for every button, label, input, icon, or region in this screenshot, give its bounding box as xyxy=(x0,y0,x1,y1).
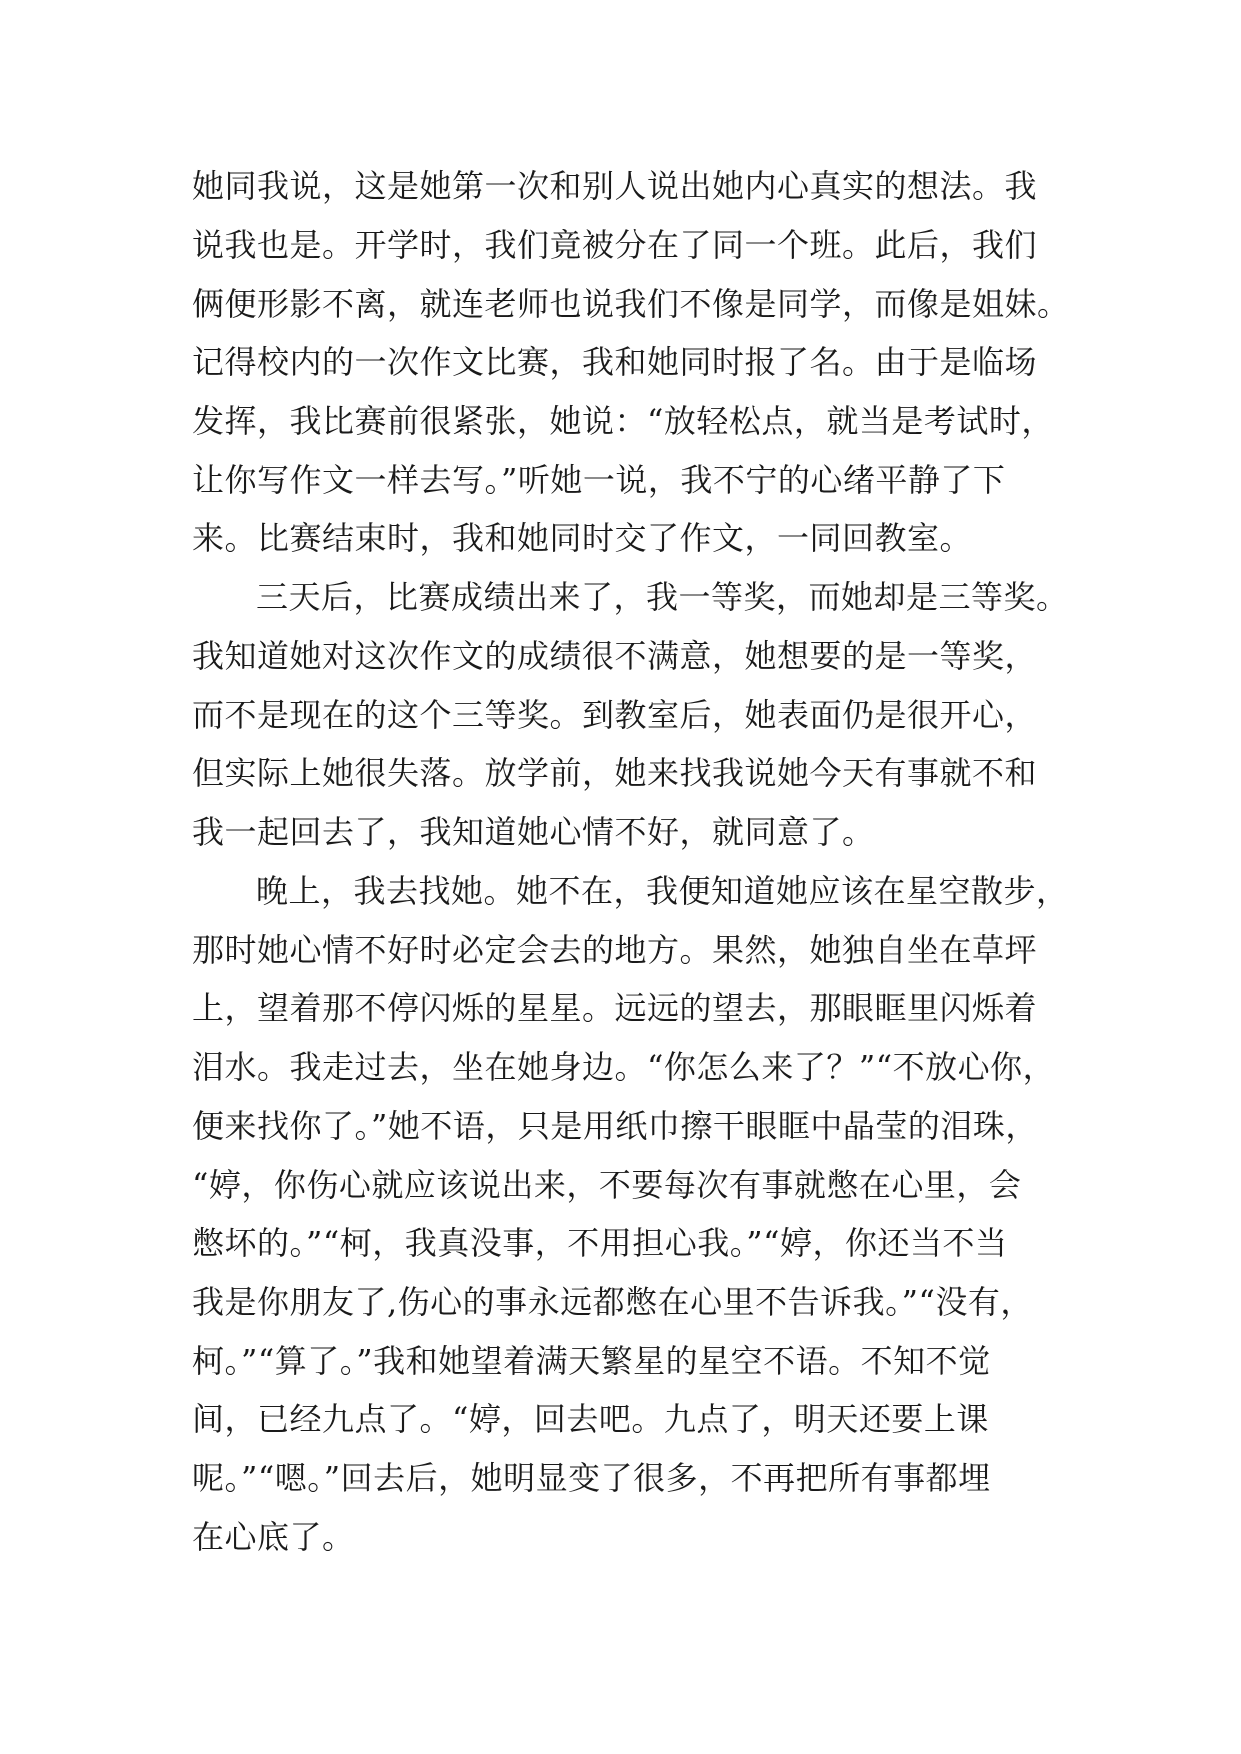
paragraph-3-line-5: 便来找你了。”她不语，只是用纸巾擦干眼眶中晶莹的泪珠， xyxy=(192,1107,1038,1145)
paragraph-3-line-8: 我是你朋友了,伤心的事永远都憋在心里不告诉我。”“没有， xyxy=(192,1283,1033,1321)
paragraph-3-line-7: 憋坏的。”“柯，我真没事，不用担心我。”“婷，你还当不当 xyxy=(192,1224,1008,1262)
paragraph-3-line-12: 在心底了。 xyxy=(192,1518,355,1556)
paragraph-2-line-5: 我一起回去了，我知道她心情不好，就同意了。 xyxy=(192,813,875,851)
paragraph-3-line-2: 那时她心情不好时必定会去的地方。果然，她独自坐在草坪 xyxy=(192,931,1038,969)
paragraph-2-line-2: 我知道她对这次作文的成绩很不满意，她想要的是一等奖， xyxy=(192,637,1038,675)
paragraph-1-line-6: 让你写作文一样去写。”听她一说，我不宁的心绪平静了下 xyxy=(192,461,1006,499)
paragraph-3-line-10: 间，已经九点了。“婷，回去吧。九点了，明天还要上课 xyxy=(192,1400,989,1438)
paragraph-3-line-4: 泪水。我走过去，坐在她身边。“你怎么来了？”“不放心你， xyxy=(192,1048,1056,1086)
paragraph-3-line-3: 上，望着那不停闪烁的星星。远远的望去，那眼眶里闪烁着 xyxy=(192,989,1038,1027)
paragraph-3-line-6: “婷，你伤心就应该说出来，不要每次有事就憋在心里，会 xyxy=(192,1166,1022,1204)
paragraph-2-line-3: 而不是现在的这个三等奖。到教室后，她表面仍是很开心， xyxy=(192,696,1038,734)
paragraph-1-line-2: 说我也是。开学时，我们竟被分在了同一个班。此后，我们 xyxy=(192,226,1038,264)
paragraph-2-line-1: 三天后，比赛成绩出来了，我一等奖，而她却是三等奖。 xyxy=(256,578,1069,616)
paragraph-1-line-1: 她同我说，这是她第一次和别人说出她内心真实的想法。我 xyxy=(192,167,1038,205)
paragraph-1-line-7: 来。比赛结束时，我和她同时交了作文，一同回教室。 xyxy=(192,519,973,557)
paragraph-1-line-3: 俩便形影不离，就连老师也说我们不像是同学，而像是姐妹。 xyxy=(192,285,1070,323)
paragraph-3-line-1: 晚上，我去找她。她不在，我便知道她应该在星空散步， xyxy=(256,872,1069,910)
paragraph-3-line-9: 柯。”“算了。”我和她望着满天繁星的星空不语。不知不觉 xyxy=(192,1342,991,1380)
paragraph-3-line-11: 呢。”“嗯。”回去后，她明显变了很多，不再把所有事都埋 xyxy=(192,1459,991,1497)
paragraph-1-line-5: 发挥，我比赛前很紧张，她说：“放轻松点，就当是考试时， xyxy=(192,402,1054,440)
paragraph-1-line-4: 记得校内的一次作文比赛，我和她同时报了名。由于是临场 xyxy=(192,343,1038,381)
paragraph-2-line-4: 但实际上她很失落。放学前，她来找我说她今天有事就不和 xyxy=(192,754,1038,792)
